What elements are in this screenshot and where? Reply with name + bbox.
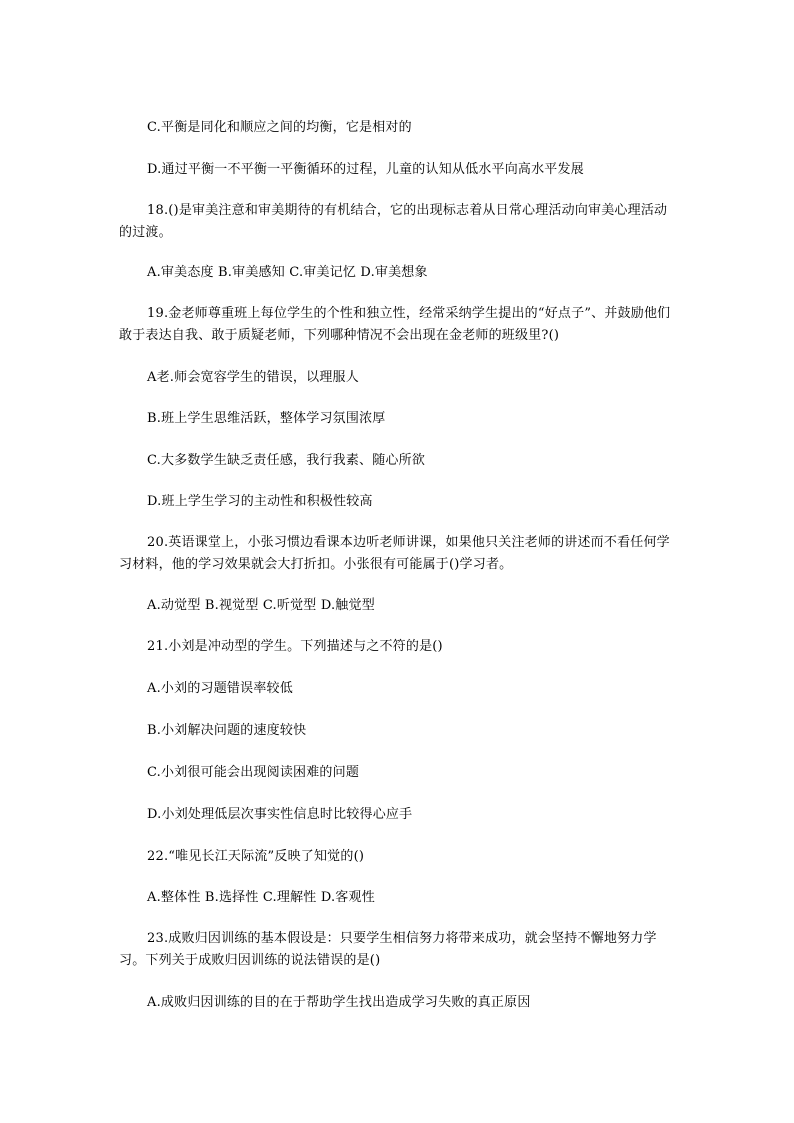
question-22: 22.“唯见长江天际流”反映了知觉的() [147,849,365,864]
question-18: 18.()是审美注意和审美期待的有机结合，它的出现标志着从日常心理活动向审美心理活动的过渡。 [119,203,668,240]
question-19-option-c: C.大多数学生缺乏责任感，我行我素、随心所欲 [147,453,426,468]
option-c-equilibrium: C.平衡是同化和顺应之间的均衡，它是相对的 [147,120,412,135]
question-19-option-a: A老.师会宽容学生的错误，以理服人 [147,370,359,385]
question-19-option-b: B.班上学生思维活跃，整体学习氛围浓厚 [147,411,386,426]
question-21: 21.小刘是冲动型的学生。下列描述与之不符的是() [147,639,443,654]
question-21-option-b: B.小刘解决问题的速度较快 [147,723,307,738]
question-23: 23.成败归因训练的基本假设是：只要学生相信努力将带来成功，就会坚持不懈地努力学习。下列关于成败归因训练的说法错误的是() [119,931,657,968]
question-21-option-a: A.小刘的习题错误率较低 [147,681,293,696]
question-18-options: A.审美态度 B.审美感知 C.审美记忆 D.审美想象 [147,265,428,280]
question-23-option-a: A.成败归因训练的目的在于帮助学生找出造成学习失败的真正原因 [147,995,531,1010]
question-22-options: A.整体性 B.选择性 C.理解性 D.客观性 [147,890,375,905]
question-19: 19.金老师尊重班上每位学生的个性和独立性，经常采纳学生提出的“好点子”、并鼓励他们敢于表达自我、敢于质疑老师，下列哪种情况不会出现在金老师的班级里?() [119,306,671,343]
question-21-option-d: D.小刘处理低层次事实性信息时比较得心应手 [147,807,413,822]
question-20: 20.英语课堂上，小张习惯边看课本边听老师讲课，如果他只关注老师的讲述而不看任何学习材料，他的学习效果就会大打折扣。小张很有可能属于()学习者。 [119,535,670,572]
question-20-options: A.动觉型 B.视觉型 C.听觉型 D.触觉型 [147,598,375,613]
option-d-equilibrium: D.通过平衡一不平衡一平衡循环的过程，儿童的认知从低水平向高水平发展 [147,162,584,177]
question-19-option-d: D.班上学生学习的主动性和积极性较高 [147,494,373,509]
question-21-option-c: C.小刘很可能会出现阅读困难的问题 [147,765,360,780]
